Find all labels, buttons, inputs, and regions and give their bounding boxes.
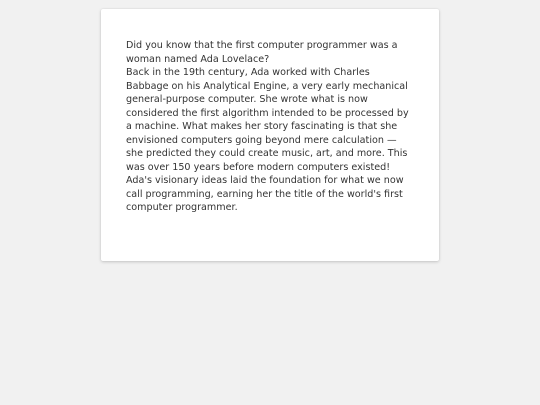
body-text: Back in the 19th century, Ada worked with Charles Babbage on his Analytical Engine, a very early mechanical general-purpose computer. She wrote what is now considered the first algorithm intended to be processed by a machine. What makes her story fascinating is that she envisioned computers going beyond mere calculation — she predicted they could create music, art, and more. This was over 150 years before modern computers existed! Ada's visionary ideas laid the foundation for what we now call programming, earning her the title of the world's first computer programmer. bbox=[126, 67, 409, 213]
intro-text: Did you know that the first computer programmer was a woman named Ada Lovelace? bbox=[126, 40, 398, 65]
message-card bbox=[101, 9, 439, 261]
